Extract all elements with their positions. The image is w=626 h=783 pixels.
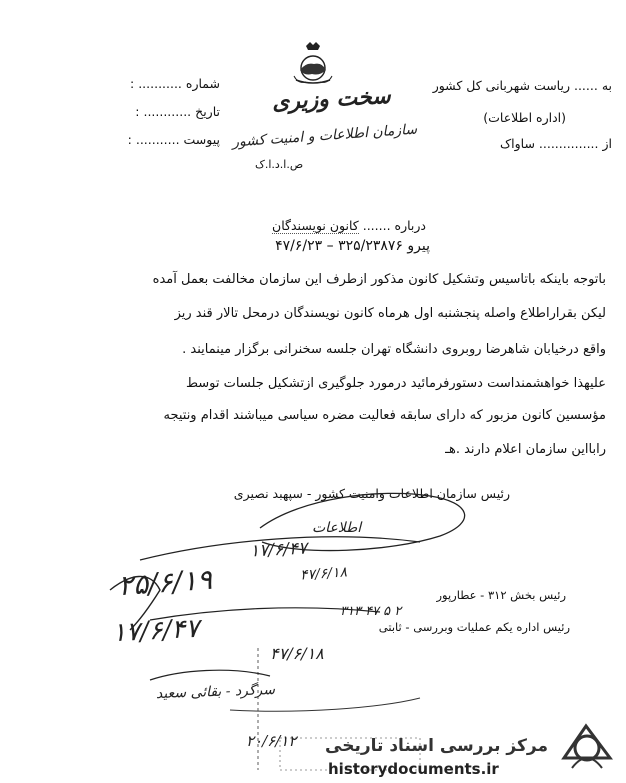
body-line: علیهذا خواهشمنداست دستورفرمائید درمورد جلوگیری ازتشکیل جلسات توسط bbox=[185, 376, 606, 391]
body-line: لیکن بقراراطلاع واصله پنجشنبه اول هرماه کانون نویسندگان درمحل تالار قند ریز bbox=[174, 306, 606, 321]
body-line: واقع درخیابان شاهرضا روبروی دانشگاه تهران جلسه سخنرانی برگزار مینمایند . bbox=[182, 342, 606, 357]
handwritten-date: ۴۷/۶/۱۸ bbox=[299, 564, 348, 584]
signature-line: رئیس سازمان اطلاعات وامنیت کشور - سپهبد نصیری bbox=[233, 486, 510, 501]
body-line: رابااین سازمان اعلام دارند .هـ bbox=[445, 442, 606, 457]
body-line: باتوجه باینکه باتاسیس وتشکیل کانون مذکور ازطرف این سازمان مخالفت بعمل آمده bbox=[152, 272, 606, 287]
sender-line: از ............... ساواک bbox=[499, 136, 612, 151]
org-code: ص.ا.د.ا.ک bbox=[255, 158, 304, 171]
lion-and-sun-emblem-icon bbox=[288, 40, 338, 86]
attachment-label: پیوست ........... : bbox=[127, 132, 220, 147]
handwritten-initials: اطلاعات bbox=[312, 520, 362, 536]
reference-number: پیرو ۳۲۵/۲۳۸۷۶ – ۴۷/۶/۲۳ bbox=[275, 238, 430, 254]
handwritten-number: ۳۱۳ ۴۷ ۵ ۲ bbox=[340, 604, 402, 619]
section-head-note: رئیس بخش ۳۱۲ - عطارپور bbox=[436, 588, 566, 602]
recipient-subline: (اداره اطلاعات) bbox=[483, 110, 566, 125]
org-name: سازمان اطلاعات و امنیت کشور bbox=[231, 121, 418, 151]
secret-stamp: سخت وزیری bbox=[271, 82, 392, 116]
date-label: تاریخ ............ : bbox=[135, 104, 220, 119]
archive-logo-icon bbox=[556, 718, 618, 776]
handwritten-date: ۱۷/۶/۴۷ bbox=[249, 538, 308, 562]
watermark-url: historydocuments.ir bbox=[328, 760, 499, 778]
handwritten-date: ۲۵/۶/۱۹ bbox=[116, 562, 214, 603]
department-head-note: رئیس اداره یکم عملیات وبررسی - ثابتی bbox=[378, 620, 570, 634]
watermark-title: مرکز بررسی اسناد تاریخی bbox=[325, 736, 548, 756]
handwritten-date: ۱۷/۶/۴۷ bbox=[111, 613, 201, 649]
handwritten-note: سرگرد - بقائی سعید bbox=[155, 681, 276, 703]
handwritten-date: ۴۷/۶/۱۸ bbox=[270, 644, 324, 663]
number-label: شماره ........... : bbox=[130, 76, 220, 91]
subject-line: درباره ....... کانون نویسندگان bbox=[272, 218, 426, 233]
body-line: مؤسسین کانون مزبور که دارای سابقه فعالیت مضره سیاسی میباشند اقدام ونتیجه bbox=[163, 408, 606, 423]
handwritten-number: ۲۰/۶/۱۲ bbox=[246, 732, 297, 750]
recipient-line: به ...... ریاست شهربانی کل کشور bbox=[432, 78, 612, 93]
